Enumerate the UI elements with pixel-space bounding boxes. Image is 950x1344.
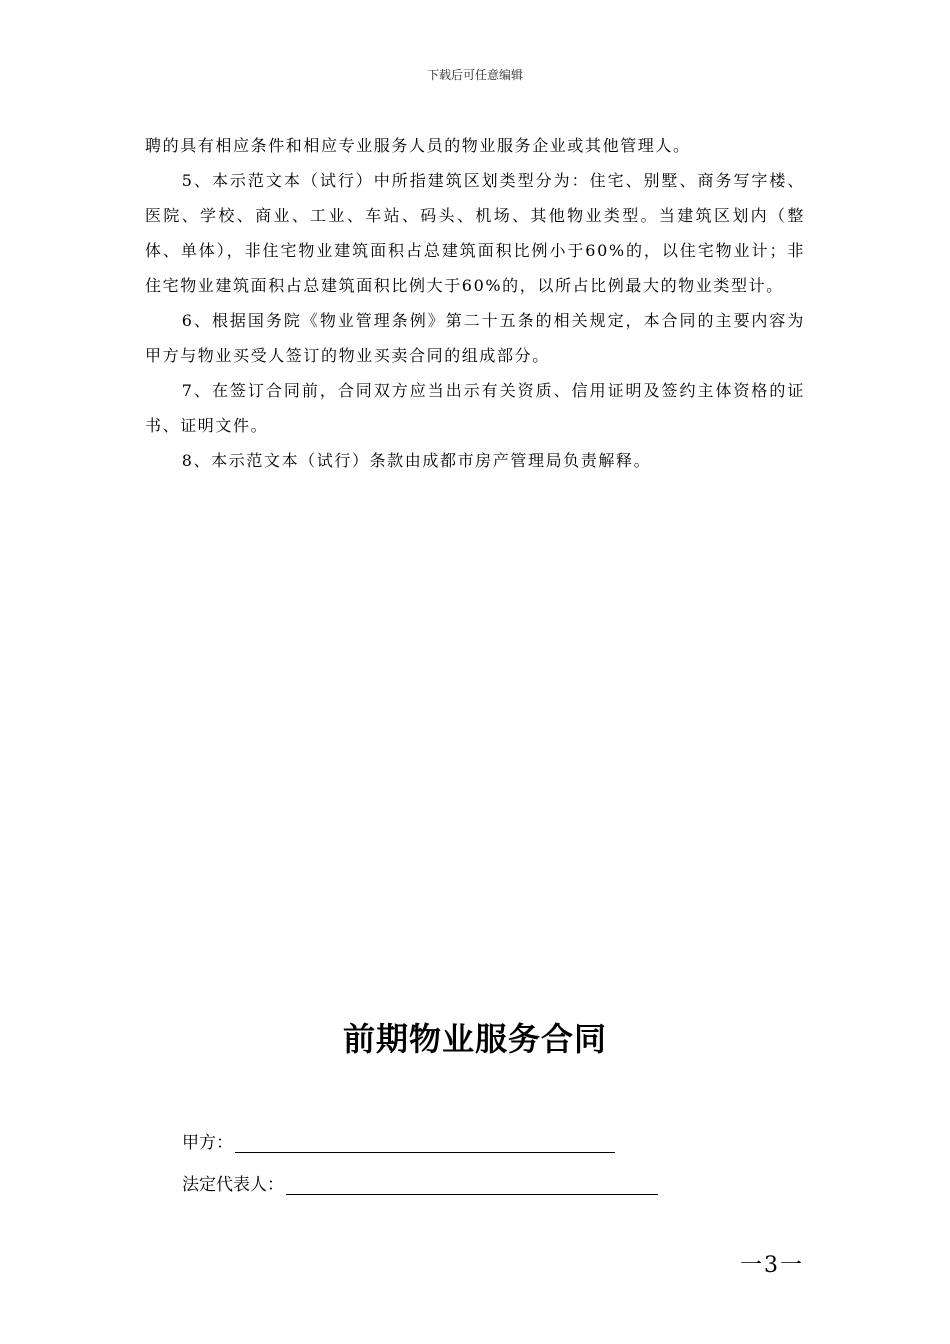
paragraph-item-5: 5、本示范文本（试行）中所指建筑区划类型分为：住宅、别墅、商务写字楼、医院、学校、商业、工业、车站、码头、机场、其他物业类型。当建筑区划内（整体、单体），非住宅物业建筑面积占总建筑面积比例小于60%的，以住宅物业计；非住宅物业建筑面积占总建筑面积比例大于60%的，以所占比例最大的物业类型计。 — [145, 171, 805, 295]
page-number: 一3一 — [740, 1253, 804, 1278]
paragraph-continuation: 聘的具有相应条件和相应专业服务人员的物业服务企业或其他管理人。 — [145, 136, 691, 155]
party-a-blank-line — [235, 1134, 615, 1153]
document-body — [145, 128, 805, 478]
party-a-field — [182, 1128, 615, 1153]
paragraph-item-8: 8、本示范文本（试行）条款由成都市房产管理局负责解释。 — [181, 451, 652, 470]
legal-rep-label: 法定代表人： — [182, 1175, 284, 1195]
paragraph-item-7: 7、在签订合同前，合同双方应当出示有关资质、信用证明及签约主体资格的证书、证明文件。 — [145, 381, 805, 435]
party-a-label: 甲方： — [182, 1133, 233, 1153]
page-header: 下载后可任意编辑 — [426, 68, 523, 82]
contract-title: 前期物业服务合同 — [342, 1020, 607, 1058]
legal-rep-field — [182, 1170, 658, 1195]
paragraph-item-6: 6、根据国务院《物业管理条例》第二十五条的相关规定，本合同的主要内容为甲方与物业买受人签订的物业买卖合同的组成部分。 — [145, 311, 805, 365]
legal-rep-blank-line — [286, 1176, 658, 1195]
